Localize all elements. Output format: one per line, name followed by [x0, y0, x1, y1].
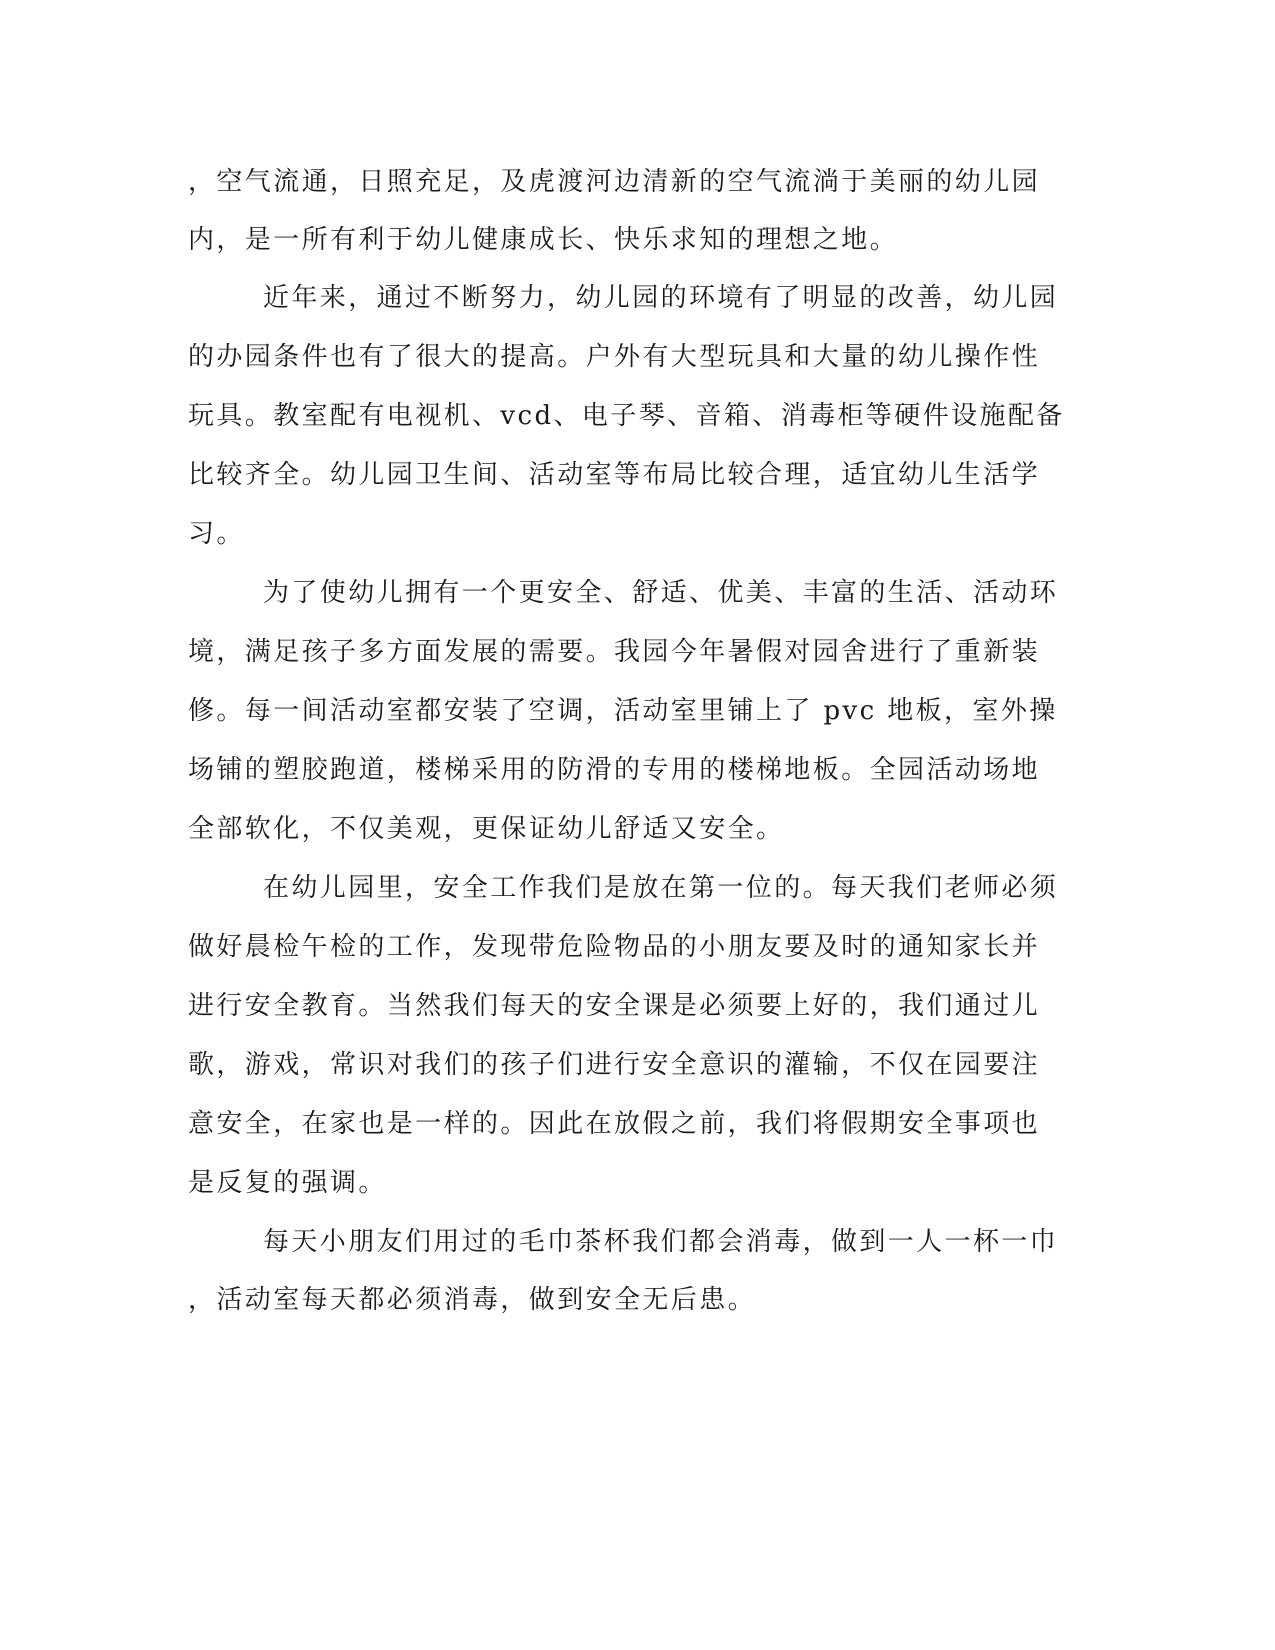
- paragraph-2-line-5: 习。: [188, 519, 245, 549]
- paragraph-5-line-2: ，活动室每天都必须消毒，做到安全无后患。: [188, 1285, 757, 1315]
- paragraph-5-line-1: 每天小朋友们用过的毛巾茶杯我们都会消毒，做到一人一杯一巾: [263, 1227, 1059, 1257]
- paragraph-4-line-4: 歌，游戏，常识对我们的孩子们进行安全意识的灌输，不仅在园要注: [188, 1050, 1041, 1080]
- paragraph-2-line-1: 近年来，通过不断努力，幼儿园的环境有了明显的改善，幼儿园: [263, 283, 1059, 313]
- paragraph-2-line-3: 玩具。教室配有电视机、vcd、电子琴、音箱、消毒柜等硬件设施配备: [188, 401, 1065, 431]
- paragraph-3-line-3: 修。每一间活动室都安装了空调，活动室里铺上了 pvc 地板，室外操: [188, 696, 1058, 726]
- paragraph-1-line-2: 内，是一所有利于幼儿健康成长、快乐求知的理想之地。: [188, 225, 899, 255]
- paragraph-2-line-4: 比较齐全。幼儿园卫生间、活动室等布局比较合理，适宜幼儿生活学: [188, 460, 1041, 490]
- paragraph-3-line-2: 境，满足孩子多方面发展的需要。我园今年暑假对园舍进行了重新装: [188, 637, 1041, 667]
- paragraph-4-line-2: 做好晨检午检的工作，发现带危险物品的小朋友要及时的通知家长并: [188, 932, 1041, 962]
- paragraph-3-line-4: 场铺的塑胶跑道，楼梯采用的防滑的专用的楼梯地板。全园活动场地: [188, 755, 1041, 785]
- paragraph-3-line-1: 为了使幼儿拥有一个更安全、舒适、优美、丰富的生活、活动环: [263, 578, 1059, 608]
- paragraph-2-line-2: 的办园条件也有了很大的提高。户外有大型玩具和大量的幼儿操作性: [188, 342, 1041, 372]
- paragraph-4-line-3: 进行安全教育。当然我们每天的安全课是必须要上好的，我们通过儿: [188, 991, 1041, 1021]
- paragraph-4-line-6: 是反复的强调。: [188, 1168, 387, 1198]
- paragraph-4-line-5: 意安全，在家也是一样的。因此在放假之前，我们将假期安全事项也: [188, 1109, 1041, 1139]
- paragraph-4-line-1: 在幼儿园里，安全工作我们是放在第一位的。每天我们老师必须: [263, 873, 1059, 903]
- paragraph-3-line-5: 全部软化，不仅美观，更保证幼儿舒适又安全。: [188, 814, 785, 844]
- paragraph-1-line-1: ，空气流通，日照充足，及虎渡河边清新的空气流淌于美丽的幼儿园: [188, 167, 1041, 197]
